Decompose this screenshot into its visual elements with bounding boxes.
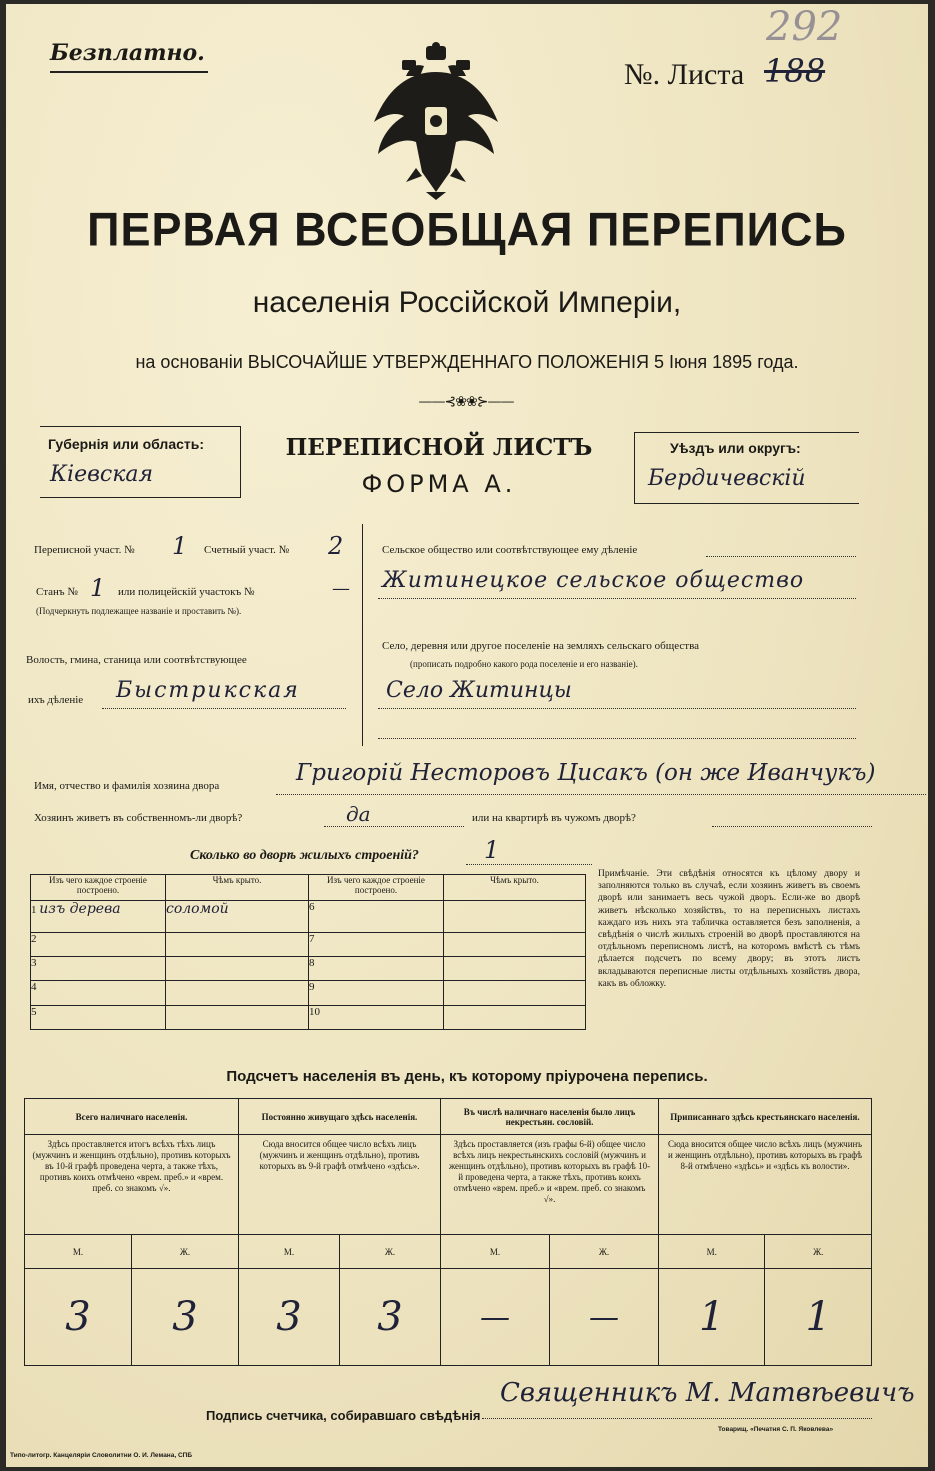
village-label: Село, деревня или другое поселеніе на земляхъ сельскаго общества <box>382 640 700 652</box>
population-col-header: Въ числѣ наличнаго населенія было лицъ некрестьян. сословій. <box>441 1099 659 1135</box>
registered-female-value: 1 <box>765 1269 872 1366</box>
col-roof-header: Чѣмъ крыто. <box>166 875 309 901</box>
stan-label: Станъ № <box>36 586 78 598</box>
society-value: Житинецкое сельское общество <box>382 568 805 593</box>
province-label: Губернія или область: <box>48 436 205 452</box>
county-label: Уѣздъ или округъ: <box>670 440 801 456</box>
row-num: 4 <box>31 981 166 1005</box>
table-row <box>31 1005 586 1029</box>
volost-label-1: Волость, гмина, станица или соотвѣтствующее <box>26 654 247 666</box>
subtitle: населенія Россійской Имперіи, <box>252 286 682 319</box>
district-label: Переписной участ. № <box>34 544 135 556</box>
owner-name-label: Имя, отчество и фамилія хозяина двора <box>34 780 220 792</box>
row-roof-value <box>166 957 309 981</box>
row-roof-value <box>166 1005 309 1029</box>
row-material <box>31 901 166 933</box>
buildings-label: Сколько во дворѣ жилыхъ строеній? <box>190 848 419 863</box>
col-material-header: Изъ чего каждое строеніе построено. <box>31 875 166 901</box>
left-imprint: Типо-литогр. Канцеляріи Словолитни О. И. Лемана, СПБ <box>10 1452 192 1459</box>
signature-label: Подпись счетчика, собиравшаго свѣдѣнія <box>206 1408 481 1423</box>
population-title: Подсчетъ населенія въ день, къ которому пріурочена перепись. <box>226 1068 708 1085</box>
male-label: М. <box>25 1235 132 1269</box>
note-text: Примѣчаніе. Эти свѣдѣнія относятся къ цѣлому двору и заполняются только въ случаѣ, если хозяинъ живетъ въ своемъ дворѣ или занимаетъ весь чужой дворъ. Если-же во дворѣ живетъ нѣсколько хозяйствъ, то на переписныхъ листахъ каждаго изъ нихъ эта табличка оставляется безъ заполненія, а свѣдѣнія о числѣ жилыхъ строеній во дворѣ проставляются на отдѣльномъ переписномъ листѣ, на которомъ вмѣстѣ съ тѣмъ дѣлается подсчетъ по всему двору; въ этотъ листъ вкладываются переписные листы отдѣльныхъ хозяйствъ двора, какъ въ обложку. <box>598 869 860 989</box>
province-value: Кіевская <box>50 462 154 487</box>
row-num: 2 <box>31 932 166 956</box>
row-num: 7 <box>309 932 444 956</box>
buildings-value: 1 <box>484 836 500 864</box>
population-col-desc: Здѣсь проставляется (изъ графы 6-й) общее число всѣхъ лицъ некрестьянскихъ сословій (мужчинъ и женщинъ отдѣльно), противъ которыхъ въ графѣ 10-й проведена черта, а также тѣхъ, противъ коихъ отмѣчено «врем. преб.» и «врем. преб. со знакомъ √». <box>441 1135 659 1235</box>
free-label-underline <box>50 71 208 73</box>
row-roof-value <box>444 901 586 933</box>
county-value: Бердичевскій <box>648 466 806 491</box>
count-value: 2 <box>328 532 344 560</box>
table-row <box>31 957 586 981</box>
volost-line <box>102 708 346 709</box>
ornament-divider: ——⊰❀❀⊱—— <box>418 394 514 410</box>
sheet-number: 188 <box>764 52 826 90</box>
female-label: Ж. <box>550 1235 659 1269</box>
row-num: 1 <box>31 904 37 916</box>
village-line-2 <box>378 738 856 739</box>
col-roof-header-2: Чѣмъ крыто. <box>444 875 586 901</box>
female-label: Ж. <box>132 1235 239 1269</box>
corner-number: 292 <box>766 4 843 50</box>
population-col-header: Приписаннаго здѣсь крестьянскаго населенія. <box>659 1099 872 1135</box>
owner-name-line <box>276 794 926 795</box>
row-num: 10 <box>309 1005 444 1029</box>
row-roof-value <box>166 932 309 956</box>
village-line-1 <box>378 708 856 709</box>
society-line-1 <box>706 556 856 557</box>
table-row <box>31 932 586 956</box>
police-label: или полицейскій участокъ № <box>118 586 255 598</box>
resident-male-value: 3 <box>239 1269 340 1366</box>
population-col-desc: Здѣсь проставляется итогъ всѣхъ тѣхъ лицъ (мужчинъ и женщинъ отдѣльно), противъ которыхъ въ 10-й графѣ проведена черта, а также тѣхъ, противъ коихъ отмѣчено «врем. преб.» и «врем. преб. со знакомъ √». <box>25 1135 239 1235</box>
population-table <box>24 1098 872 1366</box>
col-material-header-2: Изъ чего каждое строеніе построено. <box>309 875 444 901</box>
female-label: Ж. <box>765 1235 872 1269</box>
row-num: 8 <box>309 957 444 981</box>
male-label: М. <box>239 1235 340 1269</box>
district-value: 1 <box>172 532 188 560</box>
buildings-table <box>30 874 586 1030</box>
nonpeasant-female-value: — <box>550 1269 659 1366</box>
own-yard-value: да <box>346 802 371 826</box>
population-col-desc: Сюда вносится общее число всѣхъ лицъ (мужчинъ и женщинъ отдѣльно), противъ которыхъ въ 9-й графѣ отмѣчено «здѣсь». <box>239 1135 441 1235</box>
basis-line: на основаніи ВЫСОЧАЙШЕ УТВЕРЖДЕННАГО ПОЛОЖЕНІЯ 5 Іюня 1895 года. <box>135 352 799 372</box>
total-female-value: 3 <box>132 1269 239 1366</box>
table-row <box>31 901 586 933</box>
right-imprint: Товарищ. «Печатня С. П. Яковлева» <box>718 1426 834 1433</box>
resident-female-value: 3 <box>340 1269 441 1366</box>
census-form-page <box>6 4 928 1467</box>
society-line-2 <box>378 598 856 599</box>
village-value: Село Житинцы <box>386 678 572 703</box>
own-yard-label: Хозяинъ живетъ въ собственномъ-ли дворѣ? <box>34 812 243 824</box>
signature-value: Священникъ М. Матвѣевичъ <box>500 1378 915 1408</box>
nonpeasant-male-value: — <box>441 1269 550 1366</box>
total-male-value: 3 <box>25 1269 132 1366</box>
row-num: 3 <box>31 957 166 981</box>
registered-male-value: 1 <box>659 1269 765 1366</box>
double-headed-eagle-emblem <box>366 42 506 202</box>
society-label: Сельское общество или соотвѣтствующее ему дѣленіе <box>382 544 638 556</box>
free-label: Безплатно. <box>50 40 205 66</box>
form-subtitle: ФОРМА А. <box>361 470 517 498</box>
row-num: 6 <box>309 901 444 933</box>
own-yard-line <box>324 826 464 827</box>
row-roof-value <box>444 1005 586 1029</box>
population-col-desc: Сюда вносится общее число всѣхъ лицъ (мужчинъ и женщинъ отдѣльно), противъ которыхъ въ графѣ 8-й отмѣчено «здѣсь» и «здѣсь къ волости». <box>659 1135 872 1235</box>
row-material-value: изъ дерева <box>39 901 121 917</box>
row-roof-value <box>166 981 309 1005</box>
table-row <box>31 981 586 1005</box>
sheet-label: №. Листа <box>624 58 745 91</box>
volost-value: Быстрикская <box>116 678 300 703</box>
count-label: Счетный участ. № <box>204 544 290 556</box>
rent-label: или на квартирѣ въ чужомъ дворѣ? <box>472 812 636 824</box>
village-note: (прописать подробно какого рода поселеніе и его названіе). <box>410 659 638 669</box>
stan-value: 1 <box>90 574 106 602</box>
signature-line <box>482 1418 872 1419</box>
stan-note: (Подчеркнуть подлежащее названіе и проставить №). <box>36 606 242 616</box>
female-label: Ж. <box>340 1235 441 1269</box>
row-roof-value <box>444 932 586 956</box>
male-label: М. <box>659 1235 765 1269</box>
row-num: 5 <box>31 1005 166 1029</box>
vertical-divider <box>362 524 363 746</box>
row-num: 9 <box>309 981 444 1005</box>
owner-name-value: Григорій Несторовъ Цисакъ (он же Иванчукъ) <box>296 760 876 786</box>
buildings-line <box>466 864 592 865</box>
population-col-header: Всего наличнаго населенія. <box>25 1099 239 1135</box>
population-col-header: Постоянно живущаго здѣсь населенія. <box>239 1099 441 1135</box>
police-value: — <box>332 578 350 599</box>
row-roof-value <box>444 957 586 981</box>
main-title: ПЕРВАЯ ВСЕОБЩАЯ ПЕРЕПИСЬ <box>87 202 847 257</box>
row-roof-value <box>444 981 586 1005</box>
volost-label-2: ихъ дѣленіе <box>28 694 84 706</box>
form-title: ПЕРЕПИСНОЙ ЛИСТЪ <box>285 434 593 461</box>
row-roof-value: соломой <box>166 901 309 933</box>
rent-line <box>712 826 872 827</box>
male-label: М. <box>441 1235 550 1269</box>
